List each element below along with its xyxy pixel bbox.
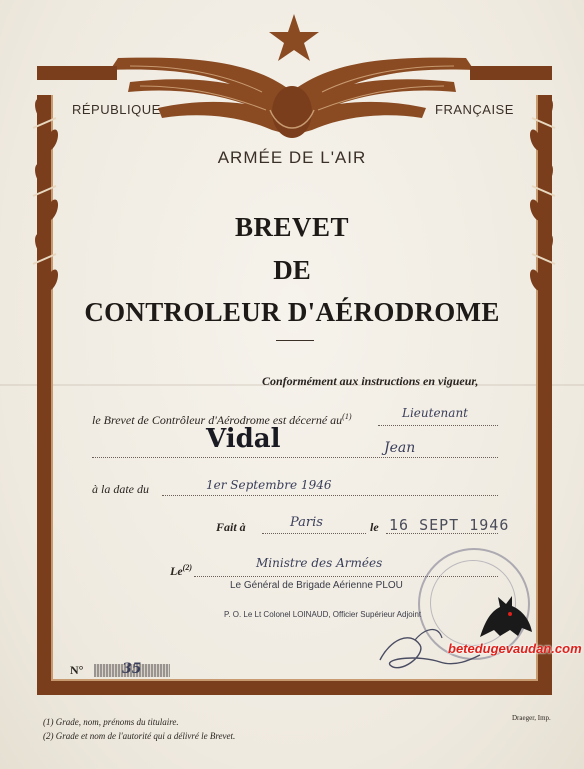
authority-stamp-line1: Le Général de Brigade Aérienne PLOU <box>230 580 403 591</box>
number-label: N° <box>70 663 84 677</box>
holder-surname: Vidal <box>206 424 281 454</box>
grade-handwritten: Lieutenant <box>402 406 468 420</box>
le2-text <box>170 563 192 579</box>
left-wing-icon <box>110 58 290 135</box>
footnote-1: (1) Grade, nom, prénoms du titulaire. <box>43 717 179 727</box>
title-de: DE <box>273 255 311 285</box>
printer-credit: Draeger, Imp. <box>512 714 551 722</box>
header-republique: RÉPUBLIQUE <box>72 102 161 117</box>
title-brevet: BREVET <box>234 212 350 242</box>
date-dotted-line <box>162 495 498 496</box>
grade-dotted-line <box>378 425 498 426</box>
conformement-text: Conformément aux instructions en vigueur, <box>262 374 479 388</box>
right-wing-icon <box>294 58 474 135</box>
number-value: 35 <box>122 661 142 677</box>
le-label: le <box>370 520 379 534</box>
star-icon <box>269 14 319 61</box>
authority-handwritten: Ministre des Armées <box>256 556 383 570</box>
name-dotted-line <box>92 457 498 458</box>
note2-marker: (2) <box>182 563 192 572</box>
header-armee-de-l-air: ARMÉE DE L'AIR <box>217 148 367 167</box>
date-stamp: 16 SEPT 1946 <box>389 516 510 534</box>
note1-marker: (1) <box>342 412 352 421</box>
holder-firstname: Jean <box>384 440 416 456</box>
title-divider <box>276 340 314 341</box>
authority-stamp-line2: P. O. Le Lt Colonel LOINAUD, Officier Supérieur Adjoint <box>224 610 422 619</box>
title-controleur: CONTROLEUR D'AÉRODROME <box>84 297 500 327</box>
header-francaise: FRANÇAISE <box>435 102 514 117</box>
le2-label: Le <box>170 564 183 578</box>
fait-dotted-line <box>262 533 366 534</box>
date-handwritten: 1er Septembre 1946 <box>206 478 332 492</box>
beast-watermark-icon <box>470 592 540 642</box>
date-label: à la date du <box>92 482 149 496</box>
footnote-2: (2) Grade et nom de l'autorité qui a délivré le Brevet. <box>43 731 236 741</box>
decerne-label: le Brevet de Contrôleur d'Aérodrome est décerné au <box>92 413 343 427</box>
fait-place-handwritten: Paris <box>290 515 323 530</box>
watermark-text: betedugevaudan.com <box>448 641 582 656</box>
fait-label: Fait à <box>216 520 246 534</box>
